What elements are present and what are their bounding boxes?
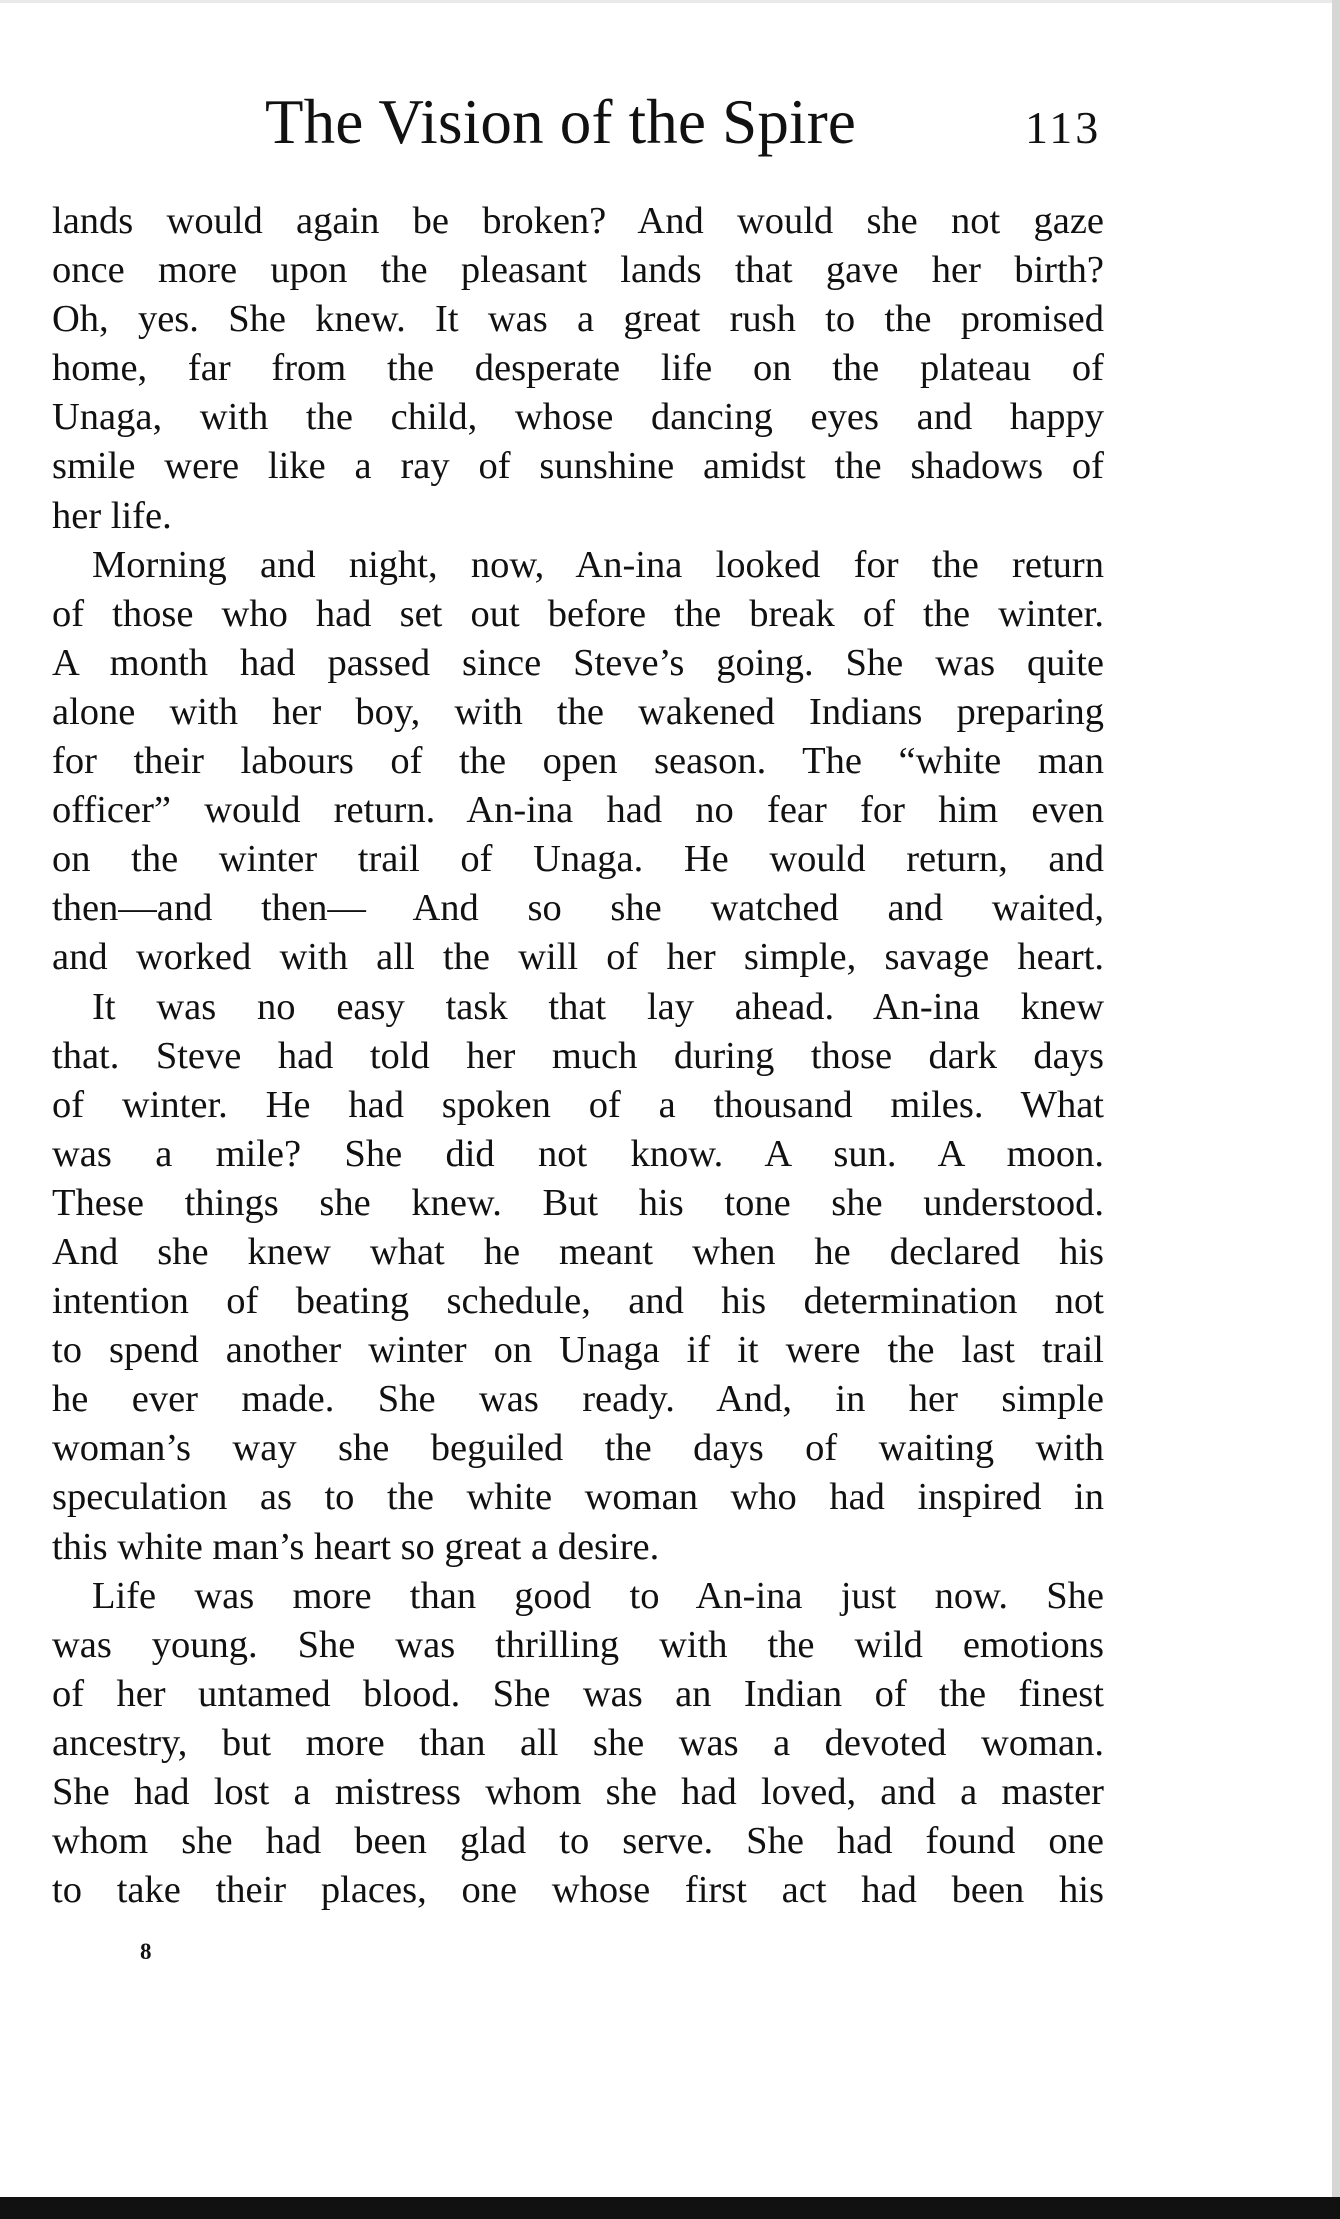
text-line: and worked with all the will of her simple, savage heart. xyxy=(52,936,1104,979)
page-right-edge xyxy=(1332,0,1340,2197)
text-line: was young. She was thrilling with the wild emotions xyxy=(52,1623,1104,1666)
running-title: The Vision of the Spire xyxy=(265,87,857,157)
text-line: ancestry, but more than all she was a devoted woman. xyxy=(52,1721,1104,1764)
text-line: this white man’s heart so great a desire. xyxy=(52,1525,660,1568)
page-number: 113 xyxy=(1025,102,1102,153)
text-line: Unaga, with the child, whose dancing eyes and happy xyxy=(52,396,1104,439)
text-line: officer” would return. An-ina had no fear for him even xyxy=(52,789,1104,832)
text-line: whom she had been glad to serve. She had found one xyxy=(52,1820,1104,1863)
paragraph-first-line: It was no easy task that lay ahead. An-ina knew xyxy=(92,985,1104,1028)
body-text xyxy=(52,197,1104,1915)
text-line: then—and then— And so she watched and waited, xyxy=(52,887,1104,930)
text-line: speculation as to the white woman who had inspired in xyxy=(52,1476,1104,1519)
text-line: for their labours of the open season. The “white man xyxy=(52,740,1104,783)
text-line: She had lost a mistress whom she had loved, and a master xyxy=(52,1771,1104,1813)
text-line: that. Steve had told her much during those dark days xyxy=(52,1034,1104,1077)
text-line: These things she knew. But his tone she understood. xyxy=(52,1181,1104,1224)
text-line: of winter. He had spoken of a thousand miles. What xyxy=(52,1083,1104,1126)
text-line: woman’s way she beguiled the days of waiting with xyxy=(52,1427,1104,1470)
text-line: to spend another winter on Unaga if it were the last trail xyxy=(52,1329,1104,1372)
text-line: once more upon the pleasant lands that gave her birth? xyxy=(52,249,1104,292)
scan-bottom-border xyxy=(0,2197,1340,2219)
paragraph-first-line: Life was more than good to An-ina just now. She xyxy=(92,1574,1104,1617)
text-line: alone with her boy, with the wakened Indians preparing xyxy=(52,690,1104,733)
paragraph-first-line: Morning and night, now, An-ina looked for the return xyxy=(92,543,1104,586)
text-line: on the winter trail of Unaga. He would return, and xyxy=(52,838,1104,881)
text-line: intention of beating schedule, and his determination not xyxy=(52,1280,1104,1323)
text-line: of those who had set out before the break of the winter. xyxy=(52,592,1104,635)
text-line: was a mile? She did not know. A sun. A moon. xyxy=(52,1132,1104,1175)
text-line: he ever made. She was ready. And, in her simple xyxy=(52,1378,1104,1421)
text-line: to take their places, one whose first act had been his xyxy=(52,1869,1104,1912)
text-line: lands would again be broken? And would she not gaze xyxy=(52,200,1104,242)
text-line: And she knew what he meant when he declared his xyxy=(52,1230,1104,1273)
text-line: A month had passed since Steve’s going. She was quite xyxy=(52,641,1104,684)
text-line: home, far from the desperate life on the plateau of xyxy=(52,347,1104,390)
signature-mark: 8 xyxy=(140,1939,152,1964)
page-top-edge xyxy=(0,0,1340,3)
text-line: Oh, yes. She knew. It was a great rush to the promised xyxy=(52,298,1104,341)
text-line: smile were like a ray of sunshine amidst the shadows of xyxy=(52,445,1104,488)
text-line: of her untamed blood. She was an Indian of the finest xyxy=(52,1672,1104,1715)
page-header xyxy=(50,82,1120,162)
text-line: her life. xyxy=(52,494,172,537)
